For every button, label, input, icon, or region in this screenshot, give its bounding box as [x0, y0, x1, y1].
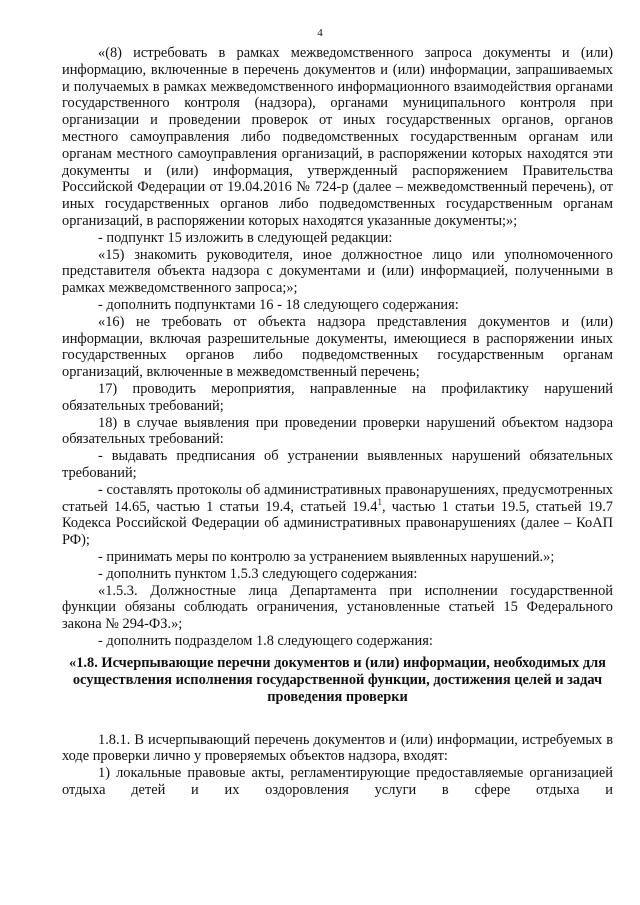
paragraph-item-153: «1.5.3. Должностные лица Департамента при исполнении государственной функции обязаны соблюдать ограничения, установленные статьей 15 Федерального закона № 294-ФЗ.»;	[62, 582, 613, 633]
paragraph-item-1-local-acts: 1) локальные правовые акты, регламентирующие предоставляемые организацией отдыха детей и их оздоровления услуги в сфере отдыха и	[62, 765, 613, 799]
paragraph-item-17: 17) проводить мероприятия, направленные на профилактику нарушений обязательных требований;	[62, 380, 613, 414]
protocols-text-2: , частью 1 статьи 19.5, статьей 19.7 Кодекса Российской Федерации об административных правонарушениях (далее – КоАП РФ);	[62, 498, 614, 549]
protocols-superscript: 1	[377, 496, 382, 507]
section-heading: «1.8. Исчерпывающие перечни документов и (или) информации, необходимых для осуществления исполнения государственной функции, достижения целей и задач проведения проверки	[69, 654, 606, 705]
paragraph-protocols	[62, 482, 613, 549]
protocols-text-1: - составлять протоколы об административных правонарушениях, предусмотренных статьей 14.65, частью 1 статьи 19.4, статьей 19.4	[62, 481, 613, 515]
paragraph-item-181: 1.8.1. В исчерпывающий перечень документов и (или) информации, истребуемых в ходе проверки лично у проверяемых объектов надзора, входят:	[62, 731, 613, 765]
paragraph-item-18: 18) в случае выявления при проведении проверки нарушений объектом надзора обязательных требований:	[62, 414, 613, 448]
paragraph-issue-orders: - выдавать предписания об устранении выявленных нарушений обязательных требований;	[62, 448, 613, 481]
paragraph-item-8: «(8) истребовать в рамках межведомственного запроса документы и (или) информацию, включенные в перечень документов и (или) информации, запрашиваемых и получаемых в рамках межведомственного информационного взаимодействия органами государственного контроля (надзора), органами муниципального контроля при организации и проведении проверок от иных государственных органов, органов местного самоуправления либо подведомственных государственным органам или органам местного самоуправления организаций, в распоряжении которых находятся эти документы и (или) информация, утвержденный распоряжением Правительства Российской Федерации от 19.04.2016 № 724-р (далее – межведомственный перечень), от иных государственных органов либо подведомственных государственным органам организаций, в распоряжении которых находятся указанные документы;»;	[62, 45, 613, 229]
paragraph-instruction-153: - дополнить пунктом 1.5.3 следующего содержания:	[98, 565, 418, 582]
paragraph-instruction-15: - подпункт 15 изложить в следующей редакции:	[98, 229, 393, 246]
page-number: 4	[317, 27, 323, 39]
paragraph-item-15: «15) знакомить руководителя, иное должностное лицо или уполномоченного представителя объекта надзора с документами и (или) информацией, полученными в рамках межведомственного запроса;»;	[62, 246, 613, 297]
document-body	[62, 45, 613, 799]
paragraph-instruction-18-section: - дополнить подразделом 1.8 следующего содержания:	[98, 632, 433, 649]
paragraph-item-16: «16) не требовать от объекта надзора представления документов и (или) информации, включая разрешительные документы, имеющиеся в распоряжении иных государственных органов либо подведомственных государственным органам организаций, включенные в межведомственный перечень;	[62, 313, 613, 381]
paragraph-control-measures: - принимать меры по контролю за устранением выявленных нарушений.»;	[98, 548, 555, 565]
spacer	[62, 706, 613, 732]
paragraph-instruction-16-18: - дополнить подпунктами 16 - 18 следующего содержания:	[98, 296, 459, 313]
